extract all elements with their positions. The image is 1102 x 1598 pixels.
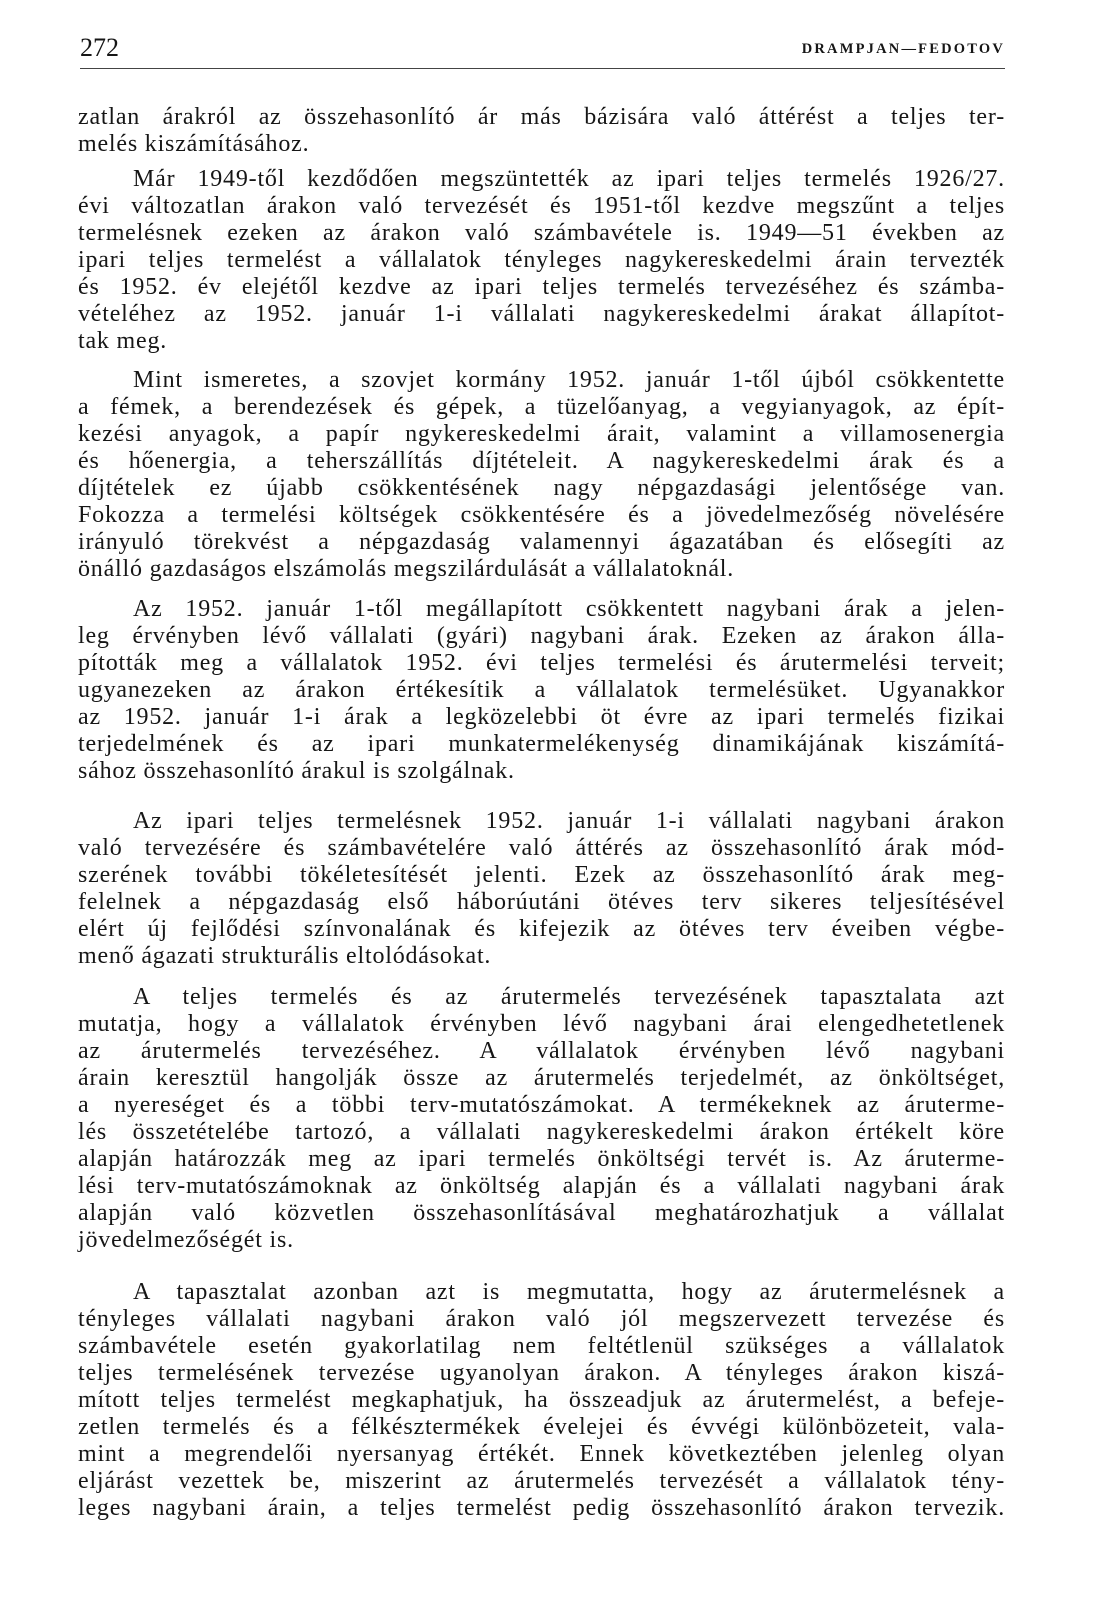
text-line: Az ipari teljes termelésnek 1952. január 1-i vállalati nagybani árakon xyxy=(133,808,1005,834)
text-line: lési terv-mutatószámoknak az önköltség alapján és a vállalati nagybani árak xyxy=(78,1173,1005,1199)
text-line: tak meg. xyxy=(78,328,168,354)
text-line: terjedelmének és az ipari munkatermelékenység dinamikájának kiszámítá- xyxy=(78,731,1005,757)
text-line: sához összehasonlító árakul is szolgálnak. xyxy=(78,758,515,784)
text-line: jövedelmezőségét is. xyxy=(78,1227,294,1253)
text-line: elért új fejlődési színvonalának és kifejezik az ötéves terv éveiben végbe- xyxy=(78,916,1005,942)
text-line: ipari teljes termelést a vállalatok tényleges nagykereskedelmi árain tervezték xyxy=(78,247,1005,273)
text-line: Az 1952. január 1-től megállapított csökkentett nagybani árak a jelen- xyxy=(133,596,1005,622)
text-line: Már 1949-től kezdődően megszüntették az ipari teljes termelés 1926/27. xyxy=(133,166,1005,192)
text-line: A teljes termelés és az árutermelés tervezésének tapasztalata azt xyxy=(133,984,1005,1010)
text-line: Fokozza a termelési költségek csökkentésére és a jövedelmezőség növelésére xyxy=(78,502,1005,528)
text-line: alapján való közvetlen összehasonlításával meghatározhatjuk a vállalat xyxy=(78,1200,1005,1226)
text-line: pították meg a vállalatok 1952. évi teljes termelési és árutermelési terveit; xyxy=(78,650,1005,676)
text-line: kezési anyagok, a papír ngykereskedelmi árait, valamint a villamosenergia xyxy=(78,421,1005,447)
text-line: szerének további tökéletesítését jelenti. Ezek az összehasonlító árak meg- xyxy=(78,862,1005,888)
paragraph xyxy=(78,367,1005,583)
text-line: önálló gazdaságos elszámolás megszilárdulását a vállalatoknál. xyxy=(78,556,735,582)
text-line: leg érvényben lévő vállalati (gyári) nagybani árak. Ezeken az árakon álla- xyxy=(78,623,1005,649)
text-line: eljárást vezettek be, miszerint az árutermelés tervezését a vállalatok tény- xyxy=(78,1468,1005,1494)
text-line: teljes termelésének tervezése ugyanolyan árakon. A tényleges árakon kiszá- xyxy=(78,1360,1005,1386)
running-head-authors: DRAMPJAN—FEDOTOV xyxy=(801,41,1005,57)
text-line: zatlan árakról az összehasonlító ár más bázisára való áttérést a teljes ter- xyxy=(78,104,1005,130)
text-line: irányuló törekvést a népgazdaság valamennyi ágazatában és elősegíti az xyxy=(78,529,1005,555)
text-line: a nyereséget és a többi terv-mutatószámokat. A termékeknek az áruterme- xyxy=(78,1092,1005,1118)
text-line: vételéhez az 1952. január 1-i vállalati nagykereskedelmi árakat állapítot- xyxy=(78,301,1005,327)
text-line: évi változatlan árakon való tervezését és 1951-től kezdve megszűnt a teljes xyxy=(78,193,1005,219)
text-line: felelnek a népgazdaság első háborúutáni ötéves terv sikeres teljesítésével xyxy=(78,889,1005,915)
paragraph xyxy=(78,104,1005,158)
text-line: a fémek, a berendezések és gépek, a tüzelőanyag, a vegyianyagok, az épít- xyxy=(78,394,1005,420)
text-line: és hőenergia, a teherszállítás díjtételeit. A nagykereskedelmi árak és a xyxy=(78,448,1005,474)
text-line: zetlen termelés és a félkésztermékek évelejei és évvégi különbözeteit, vala- xyxy=(78,1414,1005,1440)
text-line: mutatja, hogy a vállalatok érvényben lévő nagybani árai elengedhetetlenek xyxy=(78,1011,1005,1037)
paragraph xyxy=(78,984,1005,1254)
text-line: ugyanezeken az árakon értékesítik a vállalatok termelésüket. Ugyanakkor xyxy=(78,677,1005,703)
text-line: lés összetételébe tartozó, a vállalati nagykereskedelmi árakon értékelt köre xyxy=(78,1119,1005,1145)
paragraph xyxy=(78,808,1005,970)
text-line: leges nagybani árain, a teljes termelést pedig összehasonlító árakon tervezik. xyxy=(78,1495,1005,1521)
text-line: alapján határozzák meg az ipari termelés önköltségi tervét is. Az áruterme- xyxy=(78,1146,1005,1172)
text-line: és 1952. év elejétől kezdve az ipari teljes termelés tervezéséhez és számba- xyxy=(78,274,1005,300)
text-line: árain keresztül hangolják össze az árutermelés terjedelmét, az önköltséget, xyxy=(78,1065,1005,1091)
paragraph xyxy=(78,596,1005,785)
text-line: A tapasztalat azonban azt is megmutatta, hogy az árutermelésnek a xyxy=(133,1279,1005,1305)
text-line: való tervezésére és számbavételére való áttérés az összehasonlító árak mód- xyxy=(78,835,1005,861)
text-line: számbavétele esetén gyakorlatilag nem feltétlenül szükséges a vállalatok xyxy=(78,1333,1005,1359)
text-line: menő ágazati strukturális eltolódásokat. xyxy=(78,943,492,969)
text-line: díjtételek ez újabb csökkentésének nagy népgazdasági jelentősége van. xyxy=(78,475,1005,501)
paragraph xyxy=(78,166,1005,355)
text-line: mint a megrendelői nyersanyag értékét. Ennek következtében jelenleg olyan xyxy=(78,1441,1005,1467)
text-line: melés kiszámításához. xyxy=(78,131,310,157)
page-number: 272 xyxy=(80,33,119,62)
text-line: az 1952. január 1-i árak a legközelebbi öt évre az ipari termelés fizikai xyxy=(78,704,1005,730)
text-line: tényleges vállalati nagybani árakon való jól megszervezett tervezése és xyxy=(78,1306,1005,1332)
paragraph xyxy=(78,1279,1005,1522)
text-line: termelésnek ezeken az árakon való számbavétele is. 1949—51 években az xyxy=(78,220,1005,246)
text-line: mított teljes termelést megkaphatjuk, ha összeadjuk az árutermelést, a befeje- xyxy=(78,1387,1005,1413)
text-line: Mint ismeretes, a szovjet kormány 1952. január 1-től újból csökkentette xyxy=(133,367,1005,393)
text-line: az árutermelés tervezéséhez. A vállalatok érvényben lévő nagybani xyxy=(78,1038,1005,1064)
